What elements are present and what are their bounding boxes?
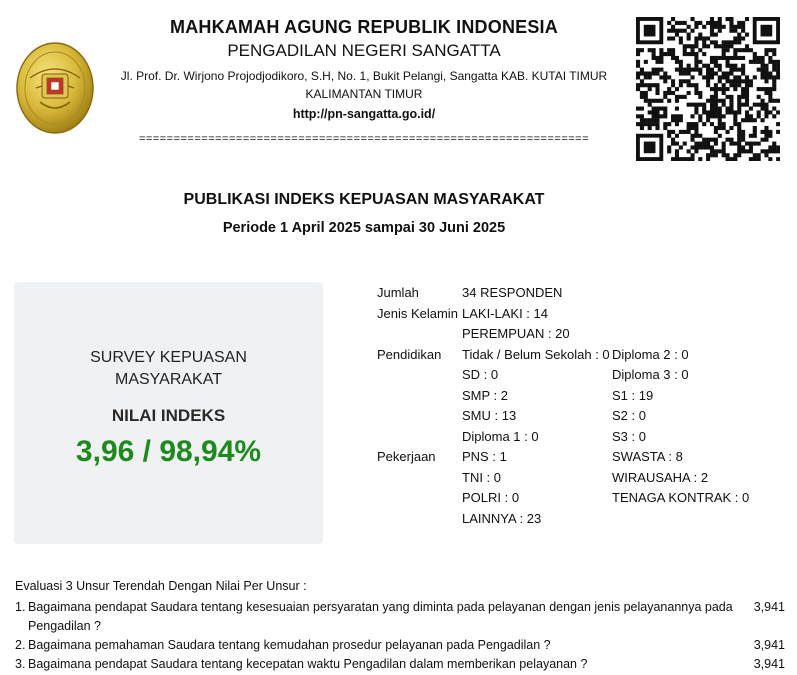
mahkamah-agung-logo-icon	[16, 42, 94, 134]
card-label-line1: SURVEY KEPUASAN	[90, 349, 247, 366]
letterhead	[110, 16, 618, 145]
detail-row: SMU : 13 S2 : 0	[462, 408, 646, 423]
index-label: NILAI INDEKS	[111, 406, 226, 425]
detail-row: SMP : 2 S1 : 19	[462, 387, 654, 403]
page-title: PUBLIKASI INDEKS KEPUASAN MASYARAKAT	[183, 191, 545, 208]
detail-row: LAINNYA : 23	[462, 510, 542, 526]
court-address: Jl. Prof. Dr. Wirjono Projodjodikoro, S.H, No. 1, Bukit Pelangi, Sangatta KAB. KUTAI TIMUR KALIMANTAN TIMUR	[120, 69, 608, 101]
detail-row: PEREMPUAN : 20	[462, 326, 570, 341]
evaluation-item: 1. Bagaimana pendapat Saudara tentang kesesuaian persyaratan yang diminta pada pelayanan dengan jenis pelayanannya pada Pengadilan ? 3,941	[15, 600, 785, 633]
respondent-details	[377, 284, 749, 530]
period-subtitle: Periode 1 April 2025 sampai 30 Juni 2025	[222, 220, 506, 236]
evaluation-item: 3. Bagaimana pendapat Saudara tentang kecepatan waktu Pengadilan dalam memberikan pelayanan ? 3,941	[15, 657, 785, 671]
detail-row: Pendidikan Tidak / Belum Sekolah : 0 Diploma 2 : 0	[377, 346, 689, 362]
detail-row: Jenis Kelamin LAKI-LAKI : 14	[377, 305, 548, 321]
detail-row: Diploma 1 : 0 S3 : 0	[462, 428, 646, 444]
index-value: 3,96 / 98,94%	[75, 435, 262, 468]
detail-row: Pekerjaan PNS : 1 SWASTA : 8	[377, 449, 683, 464]
detail-row: TNI : 0 WIRAUSAHA : 2	[462, 469, 709, 485]
qr-code-icon	[636, 17, 780, 161]
sub-court-name: PENGADILAN NEGERI SANGATTA	[227, 41, 501, 60]
detail-row: Jumlah 34 RESPONDEN	[377, 285, 563, 300]
card-label-line2: MASYARAKAT	[115, 371, 222, 388]
detail-row: SD : 0 Diploma 3 : 0	[462, 367, 689, 382]
header-separator: =================================================================	[138, 133, 590, 145]
evaluation-heading: Evaluasi 3 Unsur Terendah Dengan Nilai Per Unsur :	[15, 579, 307, 593]
evaluation-section	[15, 579, 785, 674]
detail-row: POLRI : 0 TENAGA KONTRAK : 0	[462, 490, 750, 505]
evaluation-item: 2. Bagaimana pemahaman Saudara tentang kemudahan prosedur pelayanan pada Pengadilan ? 3,941	[15, 638, 785, 652]
court-name: MAHKAMAH AGUNG REPUBLIK INDONESIA	[170, 17, 558, 37]
index-card	[14, 282, 323, 544]
court-url: http://pn-sangatta.go.id/	[292, 107, 436, 121]
